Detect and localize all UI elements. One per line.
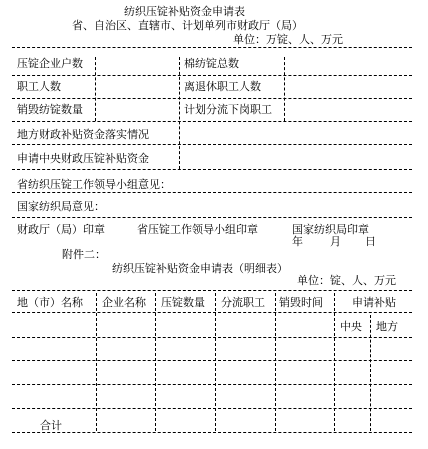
- form1-subtitle: 省、自治区、直辖市、计划单列市财政厅（局）: [72, 19, 303, 32]
- table-rule: [12, 432, 412, 433]
- form1-rule: [12, 144, 412, 145]
- table-divider: [155, 293, 156, 431]
- annex-label: 附件二：: [62, 248, 106, 261]
- form1-rule: [12, 192, 412, 193]
- form1-divider: [95, 57, 96, 121]
- form1-divider: [284, 57, 285, 121]
- table-divider: [275, 293, 276, 431]
- table-rule: [12, 312, 412, 313]
- seal-finance-dept: 财政厅（局）印章: [17, 223, 105, 236]
- form1-rule: [12, 169, 412, 170]
- total-label: 合计: [40, 419, 62, 432]
- form2-title: 纺织压锭补贴资金申请表（明细表）: [112, 262, 288, 275]
- date-year: 年: [292, 235, 303, 248]
- form1-rule: [12, 47, 412, 48]
- col-header-diverted-workers: 分流职工: [221, 296, 265, 309]
- table-divider: [96, 293, 97, 431]
- seal-national-bureau: 国家纺织局印章: [292, 223, 369, 236]
- col-header-spindles: 压锭数量: [161, 296, 205, 309]
- table-divider: [334, 293, 335, 431]
- form1-rule: [12, 98, 412, 99]
- seal-provincial-group: 省压锭工作领导小组印章: [137, 223, 258, 236]
- label-employee-count: 职工人数: [17, 80, 61, 93]
- form1-rule: [12, 121, 412, 122]
- label-provincial-opinion: 省纺织压锭工作领导小组意见：: [17, 178, 171, 191]
- table-divider: [215, 293, 216, 431]
- label-national-bureau-opinion: 国家纺织局意见：: [17, 200, 105, 213]
- label-total-spindles: 棉纺锭总数: [184, 57, 239, 70]
- label-retired-count: 离退休职工人数: [184, 80, 261, 93]
- label-enterprise-count: 压锭企业户数: [17, 57, 83, 70]
- form1-title: 纺织压锭补贴资金申请表: [124, 5, 245, 18]
- label-planned-layoffs: 计划分流下岗职工: [184, 103, 272, 116]
- date-day: 日: [365, 235, 376, 248]
- table-rule: [12, 337, 412, 338]
- col-header-subsidy: 申请补贴: [352, 296, 396, 309]
- table-divider: [370, 315, 371, 431]
- form1-divider: [179, 57, 180, 169]
- label-destroyed-spindles: 销毁纺锭数量: [17, 103, 83, 116]
- col-header-enterprise: 企业名称: [102, 296, 146, 309]
- table-rule: [12, 408, 412, 409]
- table-rule: [12, 360, 412, 361]
- form1-rule: [12, 217, 412, 218]
- form1-rule: [12, 75, 412, 76]
- sub-col-local: 地方: [376, 320, 398, 333]
- col-header-destroy-time: 销毁时间: [279, 296, 323, 309]
- sub-col-central: 中央: [340, 320, 362, 333]
- date-month: 月: [330, 235, 341, 248]
- col-header-city: 地（市）名称: [17, 296, 83, 309]
- label-local-subsidy: 地方财政补贴资金落实情况: [17, 128, 149, 141]
- label-central-subsidy-request: 申请中央财政压锭补贴资金: [17, 152, 149, 165]
- form2-unit: 单位：锭、人、万元: [297, 274, 396, 287]
- table-rule: [12, 290, 412, 291]
- table-rule: [12, 384, 412, 385]
- form1-unit: 单位：万锭、人、万元: [233, 33, 343, 46]
